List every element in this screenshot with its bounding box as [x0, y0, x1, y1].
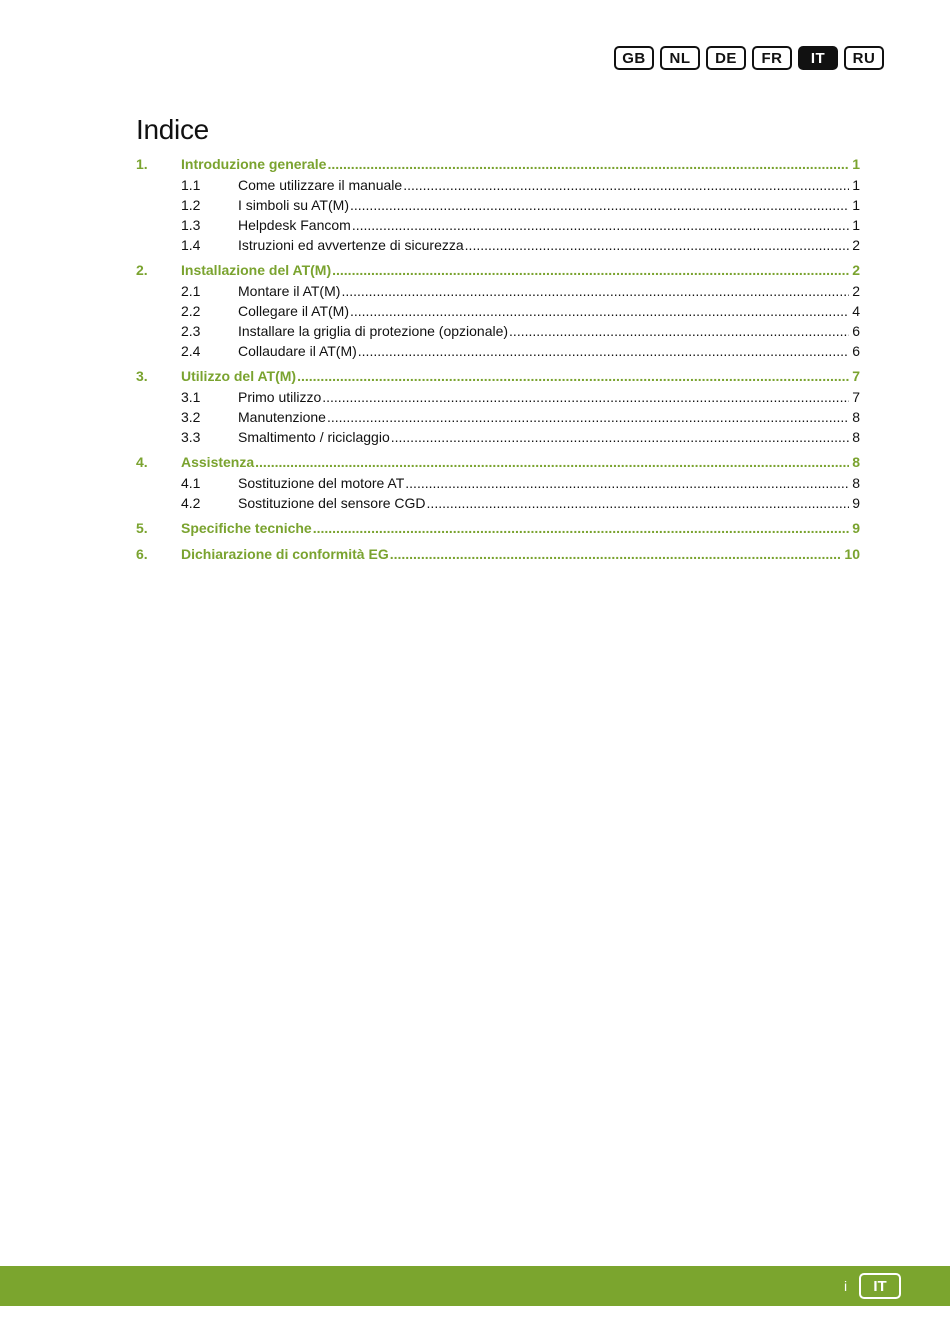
toc-page-number: 1 [852, 177, 860, 193]
toc-dot-leader [390, 543, 842, 565]
toc-chapter-title: Specifiche tecniche [181, 520, 312, 536]
toc-chapter-title: Assistenza [181, 454, 255, 470]
toc-dot-leader [322, 387, 849, 407]
toc-page-number: 7 [852, 389, 860, 405]
toc-item-number: 4.1 [181, 475, 201, 491]
toc-item-number: 2.3 [181, 323, 201, 339]
toc-item-title: Istruzioni ed avvertenze di sicurezza [238, 237, 464, 253]
toc-dot-leader [255, 451, 849, 473]
toc-page-number: 10 [844, 546, 860, 562]
toc-item-title: Come utilizzare il manuale [238, 177, 403, 193]
toc-chapter-number: 1. [136, 156, 148, 172]
lang-tab-nl[interactable]: NL [660, 46, 700, 70]
toc-chapter-4[interactable] [136, 451, 860, 473]
toc-item-title: Helpdesk Fancom [238, 217, 351, 233]
toc-item-4-2[interactable] [136, 493, 860, 513]
toc-dot-leader [403, 175, 849, 195]
toc-dot-leader [509, 321, 849, 341]
toc-item-1-3[interactable] [136, 215, 860, 235]
lang-tab-ru[interactable]: RU [844, 46, 884, 70]
toc-chapter-number: 5. [136, 520, 148, 536]
toc-chapter-title: Dichiarazione di conformità EG [181, 546, 389, 562]
toc-item-title: Manutenzione [238, 409, 326, 425]
toc-item-number: 1.3 [181, 217, 201, 233]
toc-item-3-1[interactable] [136, 387, 860, 407]
toc-dot-leader [350, 301, 849, 321]
toc-chapter-title: Utilizzo del AT(M) [181, 368, 297, 384]
toc-page-number: 8 [852, 454, 860, 470]
toc-page-number: 7 [852, 368, 860, 384]
toc-item-1-1[interactable] [136, 175, 860, 195]
footer-bar [0, 1266, 950, 1306]
lang-tab-de[interactable]: DE [706, 46, 746, 70]
toc-chapter-title: Introduzione generale [181, 156, 327, 172]
toc-page-number: 6 [852, 343, 860, 359]
toc-page-number: 1 [852, 197, 860, 213]
toc-item-number: 4.2 [181, 495, 201, 511]
toc-item-number: 3.1 [181, 389, 201, 405]
toc-item-3-2[interactable] [136, 407, 860, 427]
footer-language-badge: IT [859, 1273, 901, 1299]
toc-dot-leader [465, 235, 850, 255]
lang-tab-gb[interactable]: GB [614, 46, 654, 70]
toc-chapter-3[interactable] [136, 365, 860, 387]
toc-item-1-4[interactable] [136, 235, 860, 255]
toc-item-1-2[interactable] [136, 195, 860, 215]
toc-chapter-5[interactable] [136, 517, 860, 539]
toc-item-title: Smaltimento / riciclaggio [238, 429, 390, 445]
footer-page-number: i [844, 1278, 848, 1294]
toc-item-title: Collegare il AT(M) [238, 303, 349, 319]
toc-dot-leader [332, 259, 849, 281]
toc-item-4-1[interactable] [136, 473, 860, 493]
toc-chapter-number: 4. [136, 454, 148, 470]
toc-page-number: 6 [852, 323, 860, 339]
toc-page-number: 2 [852, 283, 860, 299]
toc-page-number: 2 [852, 237, 860, 253]
toc-dot-leader [358, 341, 849, 361]
toc-item-title: Primo utilizzo [238, 389, 322, 405]
toc-chapter-number: 2. [136, 262, 148, 278]
toc-dot-leader [427, 493, 850, 513]
toc-page-number: 1 [852, 217, 860, 233]
toc-item-2-4[interactable] [136, 341, 860, 361]
toc-chapter-6[interactable] [136, 543, 860, 565]
toc-item-title: Sostituzione del sensore CGD [238, 495, 426, 511]
toc-dot-leader [391, 427, 849, 447]
toc-page-number: 9 [852, 495, 860, 511]
toc-dot-leader [341, 281, 849, 301]
toc-item-title: Collaudare il AT(M) [238, 343, 357, 359]
toc-item-number: 2.2 [181, 303, 201, 319]
toc-chapter-number: 6. [136, 546, 148, 562]
toc-item-title: Montare il AT(M) [238, 283, 341, 299]
toc-dot-leader [327, 153, 849, 175]
table-of-contents [136, 153, 860, 565]
toc-item-number: 1.1 [181, 177, 201, 193]
toc-item-title: I simboli su AT(M) [238, 197, 349, 213]
toc-item-title: Installare la griglia di protezione (opzionale) [238, 323, 509, 339]
toc-chapter-1[interactable] [136, 153, 860, 175]
toc-item-number: 2.4 [181, 343, 201, 359]
toc-page-number: 8 [852, 409, 860, 425]
toc-item-2-1[interactable] [136, 281, 860, 301]
toc-dot-leader [405, 473, 849, 493]
toc-item-2-3[interactable] [136, 321, 860, 341]
toc-dot-leader [313, 517, 849, 539]
toc-item-number: 2.1 [181, 283, 201, 299]
toc-item-number: 3.3 [181, 429, 201, 445]
toc-dot-leader [350, 195, 849, 215]
toc-page-number: 1 [852, 156, 860, 172]
toc-page-number: 8 [852, 475, 860, 491]
toc-item-number: 1.4 [181, 237, 201, 253]
toc-page-number: 9 [852, 520, 860, 536]
toc-item-2-2[interactable] [136, 301, 860, 321]
language-tabs [614, 46, 884, 70]
toc-dot-leader [352, 215, 849, 235]
toc-page-number: 2 [852, 262, 860, 278]
toc-item-3-3[interactable] [136, 427, 860, 447]
toc-page-number: 4 [852, 303, 860, 319]
toc-chapter-2[interactable] [136, 259, 860, 281]
toc-item-title: Sostituzione del motore AT [238, 475, 405, 491]
toc-chapter-number: 3. [136, 368, 148, 384]
page-title: Indice [136, 114, 209, 145]
toc-dot-leader [327, 407, 849, 427]
toc-item-number: 1.2 [181, 197, 201, 213]
lang-tab-it[interactable]: IT [798, 46, 838, 70]
lang-tab-fr[interactable]: FR [752, 46, 792, 70]
toc-dot-leader [297, 365, 849, 387]
toc-item-number: 3.2 [181, 409, 201, 425]
toc-chapter-title: Installazione del AT(M) [181, 262, 332, 278]
toc-page-number: 8 [852, 429, 860, 445]
